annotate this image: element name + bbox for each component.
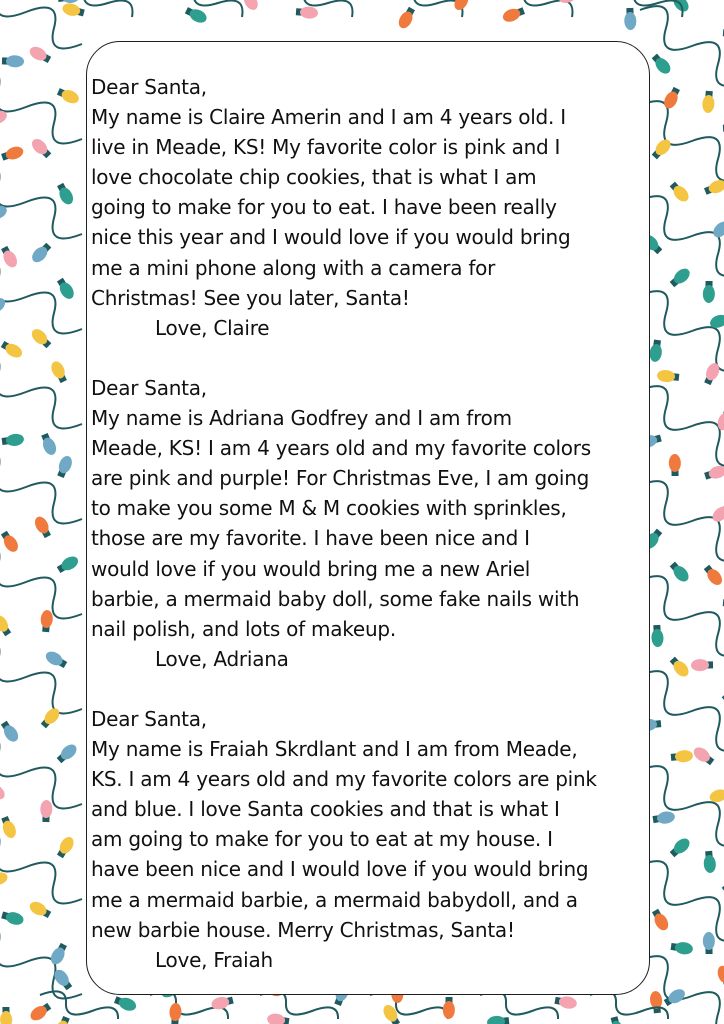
light-wire	[640, 101, 724, 181]
light-bulb-icon	[703, 281, 715, 303]
letter-line: am going to make for you to eat at my house. I	[91, 827, 553, 852]
light-bulb-icon	[55, 454, 74, 479]
light-bulb-icon	[501, 5, 526, 24]
letter-line: My name is Claire Amerin and I am 4 years old. I	[91, 105, 566, 130]
light-wire	[390, 0, 463, 17]
light-bulb-icon	[668, 835, 692, 859]
light-wire	[480, 991, 558, 1019]
letter-signoff: Love, Claire	[155, 315, 270, 340]
light-bulb-icon	[40, 610, 54, 633]
light-bulb-icon	[48, 942, 69, 967]
light-bulb-icon	[396, 6, 417, 31]
light-bulb-icon	[650, 137, 674, 161]
letter-claire	[91, 72, 650, 343]
light-bulb-icon	[56, 86, 81, 106]
light-bulb-icon	[443, 997, 455, 1019]
light-bulb-icon	[668, 180, 692, 204]
light-bulb-icon	[296, 6, 319, 20]
light-wire	[640, 766, 724, 846]
letter-line: those are my favorite. I have been nice and I	[91, 526, 530, 551]
letter-line: My name is Fraiah Skrdlant and I am from Meade,	[91, 737, 578, 762]
letter-line: me a mini phone along with a camera for	[91, 255, 496, 280]
light-bulb-icon	[661, 86, 682, 111]
letter-greeting: Dear Santa,	[91, 75, 207, 99]
light-bulb-icon	[703, 464, 724, 482]
light-wire	[640, 196, 724, 276]
light-bulb-icon	[608, 1016, 625, 1024]
light-bulb-icon	[652, 810, 676, 825]
light-bulb-icon	[0, 245, 20, 270]
light-bulb-icon	[715, 964, 724, 989]
letter-line: have been nice and I would love if you would bring	[91, 857, 589, 882]
light-bulb-icon	[29, 136, 53, 160]
letter-line: barbie, a mermaid baby doll, some fake nails with	[91, 586, 580, 611]
light-bulb-icon	[28, 1001, 53, 1023]
light-bulb-icon	[61, 2, 85, 19]
light-bulb-icon	[0, 339, 25, 361]
light-bulb-icon	[29, 241, 53, 265]
light-bulb-icon	[702, 91, 716, 114]
light-bulb-icon	[184, 5, 209, 25]
light-wire	[370, 991, 448, 1019]
light-bulb-icon	[39, 432, 59, 457]
light-wire	[0, 641, 82, 714]
light-wire	[170, 0, 243, 17]
light-bulb-icon	[0, 613, 13, 638]
light-bulb-icon	[702, 361, 722, 386]
light-bulb-icon	[0, 779, 8, 802]
light-bulb-icon	[129, 0, 154, 1]
light-bulb-icon	[650, 908, 671, 933]
light-bulb-icon	[0, 719, 21, 744]
letters-container	[91, 72, 650, 995]
light-wire	[640, 386, 724, 466]
light-bulb-icon	[0, 295, 8, 318]
light-bulb-icon	[669, 454, 681, 476]
light-wire	[0, 546, 82, 619]
letter-line: Meade, KS! I am 4 years old and my favorite colors	[91, 436, 591, 461]
letter-line: nail polish, and lots of makeup.	[91, 616, 396, 641]
light-bulb-icon	[43, 649, 68, 670]
light-bulb-icon	[27, 44, 52, 65]
light-bulb-icon	[703, 850, 717, 873]
letter-line: to make you some M & M cookies with sprinkles,	[91, 496, 567, 521]
light-bulb-icon	[0, 144, 25, 163]
light-bulb-icon	[670, 941, 693, 956]
light-bulb-icon	[55, 554, 80, 576]
light-bulb-icon	[670, 749, 693, 763]
light-bulb-icon	[649, 990, 663, 1013]
light-bulb-icon	[29, 326, 53, 350]
light-bulb-icon	[27, 899, 52, 920]
light-bulb-icon	[169, 1003, 182, 1024]
letter-line: me a mermaid barbie, a mermaid babydoll, and a	[91, 887, 578, 912]
letter-adriana	[91, 373, 650, 674]
light-bulb-icon	[720, 691, 724, 715]
light-bulb-icon	[55, 276, 77, 301]
light-bulb-icon	[32, 514, 53, 539]
light-bulb-icon	[266, 1013, 289, 1024]
light-bulb-icon	[1, 909, 25, 927]
light-wire	[640, 6, 724, 86]
letter-greeting: Dear Santa,	[91, 375, 207, 400]
light-bulb-icon	[668, 560, 692, 584]
letter-greeting: Dear Santa,	[91, 706, 207, 731]
light-wire	[640, 671, 724, 751]
letter-line: My name is Adriana Godfrey and I am from	[91, 406, 512, 431]
light-bulb-icon	[351, 0, 375, 1]
light-bulb-icon	[691, 659, 713, 671]
letter-line: nice this year and I would love if you would bring	[91, 225, 571, 250]
light-bulb-icon	[710, 216, 724, 240]
letters-card	[86, 41, 650, 995]
light-wire	[640, 861, 724, 941]
light-wire	[0, 71, 82, 144]
light-wire	[0, 1021, 82, 1024]
letter-line: going to make for you to eat. I have been really	[91, 195, 557, 220]
light-bulb-icon	[2, 55, 24, 68]
light-bulb-icon	[656, 369, 679, 383]
light-bulb-icon	[55, 834, 77, 859]
light-bulb-icon	[691, 744, 716, 767]
light-bulb-icon	[55, 741, 79, 765]
letter-line: KS. I am 4 years old and my favorite colors are pink	[91, 767, 597, 792]
letter-fraiah	[91, 704, 650, 975]
light-bulb-icon	[624, 8, 637, 30]
light-bulb-icon	[703, 178, 724, 197]
letter-line: are pink and purple! For Christmas Eve, I am going	[91, 466, 590, 491]
light-wire	[0, 356, 82, 429]
light-bulb-icon	[40, 800, 53, 822]
light-bulb-icon	[703, 932, 715, 954]
light-bulb-icon	[39, 705, 62, 729]
light-wire	[640, 481, 724, 561]
letter-line: new barbie house. Merry Christmas, Santa!	[91, 917, 515, 942]
light-wire	[640, 576, 724, 656]
letter-line: and blue. I love Santa cookies and that is what I	[91, 797, 560, 822]
light-bulb-icon	[702, 563, 724, 588]
letter-line: live in Meade, KS! My favorite color is pink and I	[91, 135, 561, 160]
light-bulb-icon	[668, 266, 692, 289]
letter-line: would love if you would bring me a new Ariel	[91, 556, 531, 581]
letter-line: Christmas! See you later, Santa!	[91, 285, 410, 310]
letter-signoff: Love, Adriana	[155, 646, 289, 671]
light-bulb-icon	[710, 501, 724, 525]
light-bulb-icon	[715, 407, 724, 432]
light-bulb-icon	[650, 52, 673, 76]
light-bulb-icon	[651, 625, 664, 648]
light-bulb-icon	[53, 1015, 72, 1024]
light-bulb-icon	[649, 339, 664, 362]
light-bulb-icon	[0, 1007, 12, 1024]
light-bulb-icon	[554, 994, 578, 1010]
light-bulb-icon	[668, 655, 692, 679]
light-bulb-icon	[0, 529, 21, 554]
light-bulb-icon	[0, 815, 18, 840]
light-bulb-icon	[486, 1015, 509, 1024]
light-bulb-icon	[720, 872, 724, 895]
light-bulb-icon	[0, 871, 9, 888]
light-bulb-icon	[49, 359, 69, 384]
light-bulb-icon	[55, 182, 76, 207]
letter-line: love chocolate chip cookies, that is what I am	[91, 165, 537, 190]
light-bulb-icon	[1, 433, 24, 448]
letter-signoff: Love, Fraiah	[155, 947, 273, 972]
